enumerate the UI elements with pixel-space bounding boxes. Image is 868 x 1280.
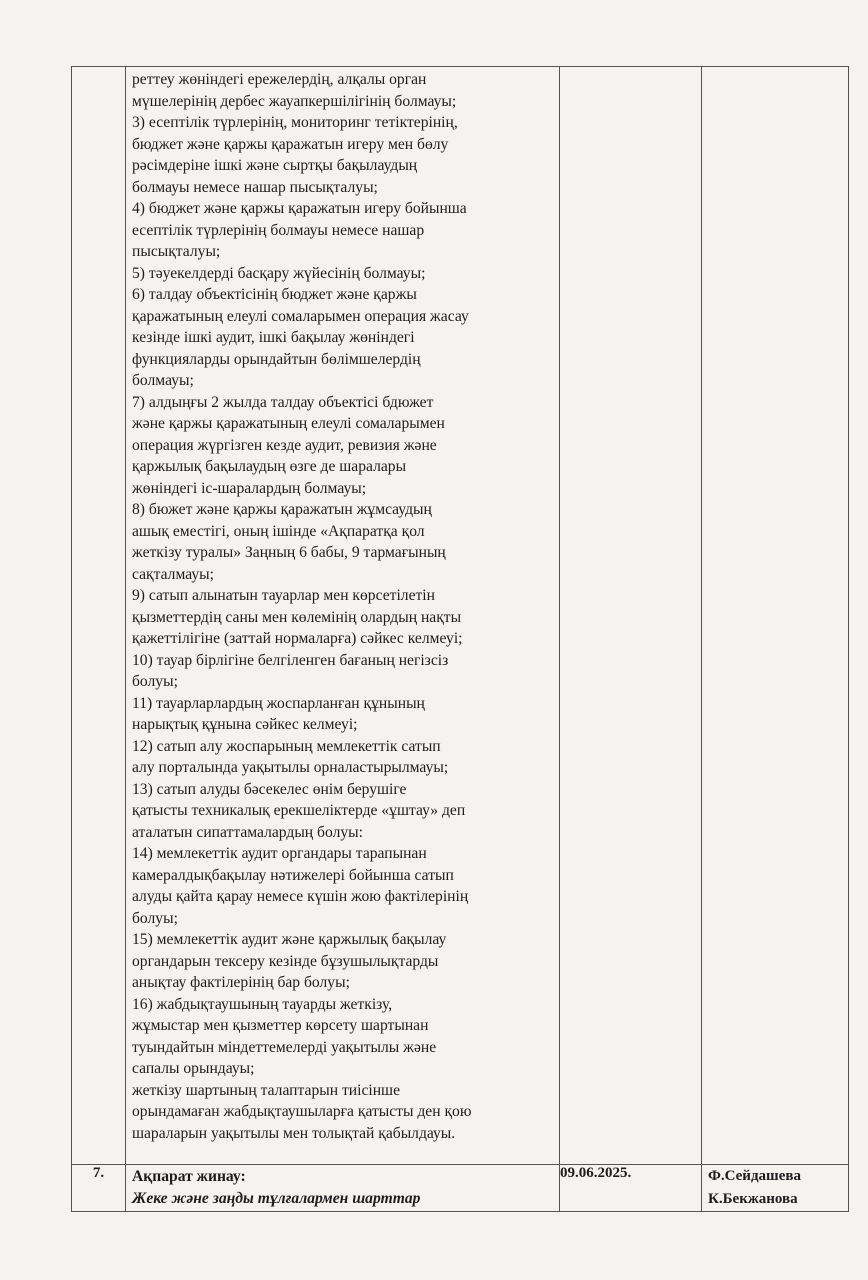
text-line: кезінде ішкі аудит, ішкі бақылау жөніндегі [132, 329, 415, 346]
text-line: жөніндегі іс-шаралардың болмауы; [132, 479, 367, 497]
responsible-person: Ф.Сейдашева [708, 1168, 801, 1184]
text-line: пысықталуы; [132, 243, 221, 260]
responsible-cell [702, 1165, 849, 1212]
table-row [72, 67, 849, 1165]
text-line: болуы; [132, 673, 178, 690]
text-line: болмауы немесе нашар пысықталуы; [132, 178, 378, 196]
text-line: есептілік түрлерінің болмауы немесе нашар [132, 221, 425, 239]
text-line: туындайтын міндеттемелерді уақытылы және [132, 1038, 437, 1056]
text-line: рәсімдеріне ішкі және сыртқы бақылаудың [132, 157, 418, 174]
text-line: 4) бюджет және қаржы қаражатын игеру бойынша [132, 200, 467, 217]
row-subtitle: Жеке және заңды тұлғалармен шарттар [132, 1189, 421, 1207]
text-line: 15) мемлекеттік аудит және қаржылық бақылау [132, 931, 447, 948]
text-line: жұмыстар мен қызметтер көрсету шартынан [132, 1017, 429, 1034]
row-date: 09.06.2025. [560, 1165, 702, 1212]
text-line: болуы; [132, 909, 178, 927]
text-line: сақталмауы; [132, 565, 214, 583]
row-title: Ақпарат жинау: [132, 1168, 246, 1185]
text-line: анықтау фактілерінің бар болуы; [132, 974, 350, 991]
text-line: 13) сатып алуды бәсекелес өнім берушіге [132, 780, 407, 798]
text-line: қаржылық бақылаудың өзге де шаралары [132, 458, 407, 475]
text-line: операция жүргізген кезде аудит, ревизия және [132, 436, 437, 454]
text-line: қаражатының елеулі сомаларымен операция жасау [132, 307, 469, 325]
text-line: камералдықбақылау нәтижелері бойынша сатып [132, 866, 454, 884]
text-line: болмауы; [132, 372, 194, 389]
text-line: алуды қайта қарау немесе күшін жою фактілерінің [132, 888, 469, 905]
text-line: аталатын сипаттамалардың болуы: [132, 823, 363, 841]
text-line: және қаржы қаражатының елеулі сомаларымен [132, 415, 445, 432]
table-row [72, 1165, 849, 1212]
text-line: 14) мемлекеттік аудит органдары тарапынан [132, 845, 427, 862]
text-line: сапалы орындауы; [132, 1060, 255, 1077]
content-cell [126, 67, 560, 1165]
text-line: функцияларды орындайтын бөлімшелердің [132, 350, 421, 368]
text-line: 5) тәуекелдерді басқару жүйесінің болмауы; [132, 264, 426, 282]
text-line: 8) бюжет және қаржы қаражатын жұмсаудың [132, 501, 432, 518]
plan-table [71, 66, 849, 1212]
text-line: 9) сатып алынатын тауарлар мен көрсетілетін [132, 587, 435, 604]
text-line: қатысты техникалық ерекшеліктерде «ұштау» деп [132, 802, 466, 819]
text-line: 11) тауарларлардың жоспарланған құнының [132, 694, 425, 712]
text-line: шараларын уақытылы мен толықтай қабылдауы. [132, 1124, 456, 1142]
number-cell [72, 67, 126, 1165]
content-lines [126, 67, 559, 1146]
text-line: ашық еместігі, оның ішінде «Ақпаратқа қол [132, 522, 425, 540]
responsible-cell [702, 67, 849, 1165]
text-line: қызметтердің саны мен көлемінің олардың нақты [132, 608, 462, 626]
text-line: орындамаған жабдықтаушыларға қатысты ден қою [132, 1103, 472, 1120]
text-line: алу порталында уақытылы орналастырылмауы; [132, 759, 449, 776]
row-number: 7. [72, 1165, 126, 1212]
text-line: мүшелерінің дербес жауапкершілігінің болмауы; [132, 92, 457, 110]
text-line: 16) жабдықтаушының тауарды жеткізу, [132, 995, 393, 1013]
text-line: бюджет және қаржы қаражатын игеру мен бөлу [132, 135, 449, 153]
text-line: органдарын тексеру кезінде бұзушылықтарды [132, 952, 439, 970]
text-line: нарықтық құнына сәйкес келмеуі; [132, 716, 358, 733]
text-line: жеткізу шартының талаптарын тиісінше [132, 1081, 400, 1099]
text-line: қажеттілігіне (заттай нормаларға) сәйкес келмеуі; [132, 630, 463, 647]
text-line: жеткізу туралы» Заңның 6 бабы, 9 тармағының [132, 544, 446, 561]
text-line: 3) есептілік түрлерінің, мониторинг тетіктерінің, [132, 114, 458, 131]
date-cell [560, 67, 702, 1165]
text-line: 12) сатып алу жоспарының мемлекеттік сатып [132, 737, 441, 755]
responsible-person: К.Бекжанова [708, 1191, 798, 1207]
text-line: реттеу жөніндегі ережелердің, алқалы орган [132, 71, 427, 88]
text-line: 6) талдау объектісінің бюджет және қаржы [132, 286, 417, 303]
text-line: 7) алдыңғы 2 жылда талдау объектісі бдюжет [132, 393, 434, 411]
text-line: 10) тауар бірлігіне белгіленген бағаның негізсіз [132, 651, 449, 669]
content-cell [126, 1165, 560, 1212]
